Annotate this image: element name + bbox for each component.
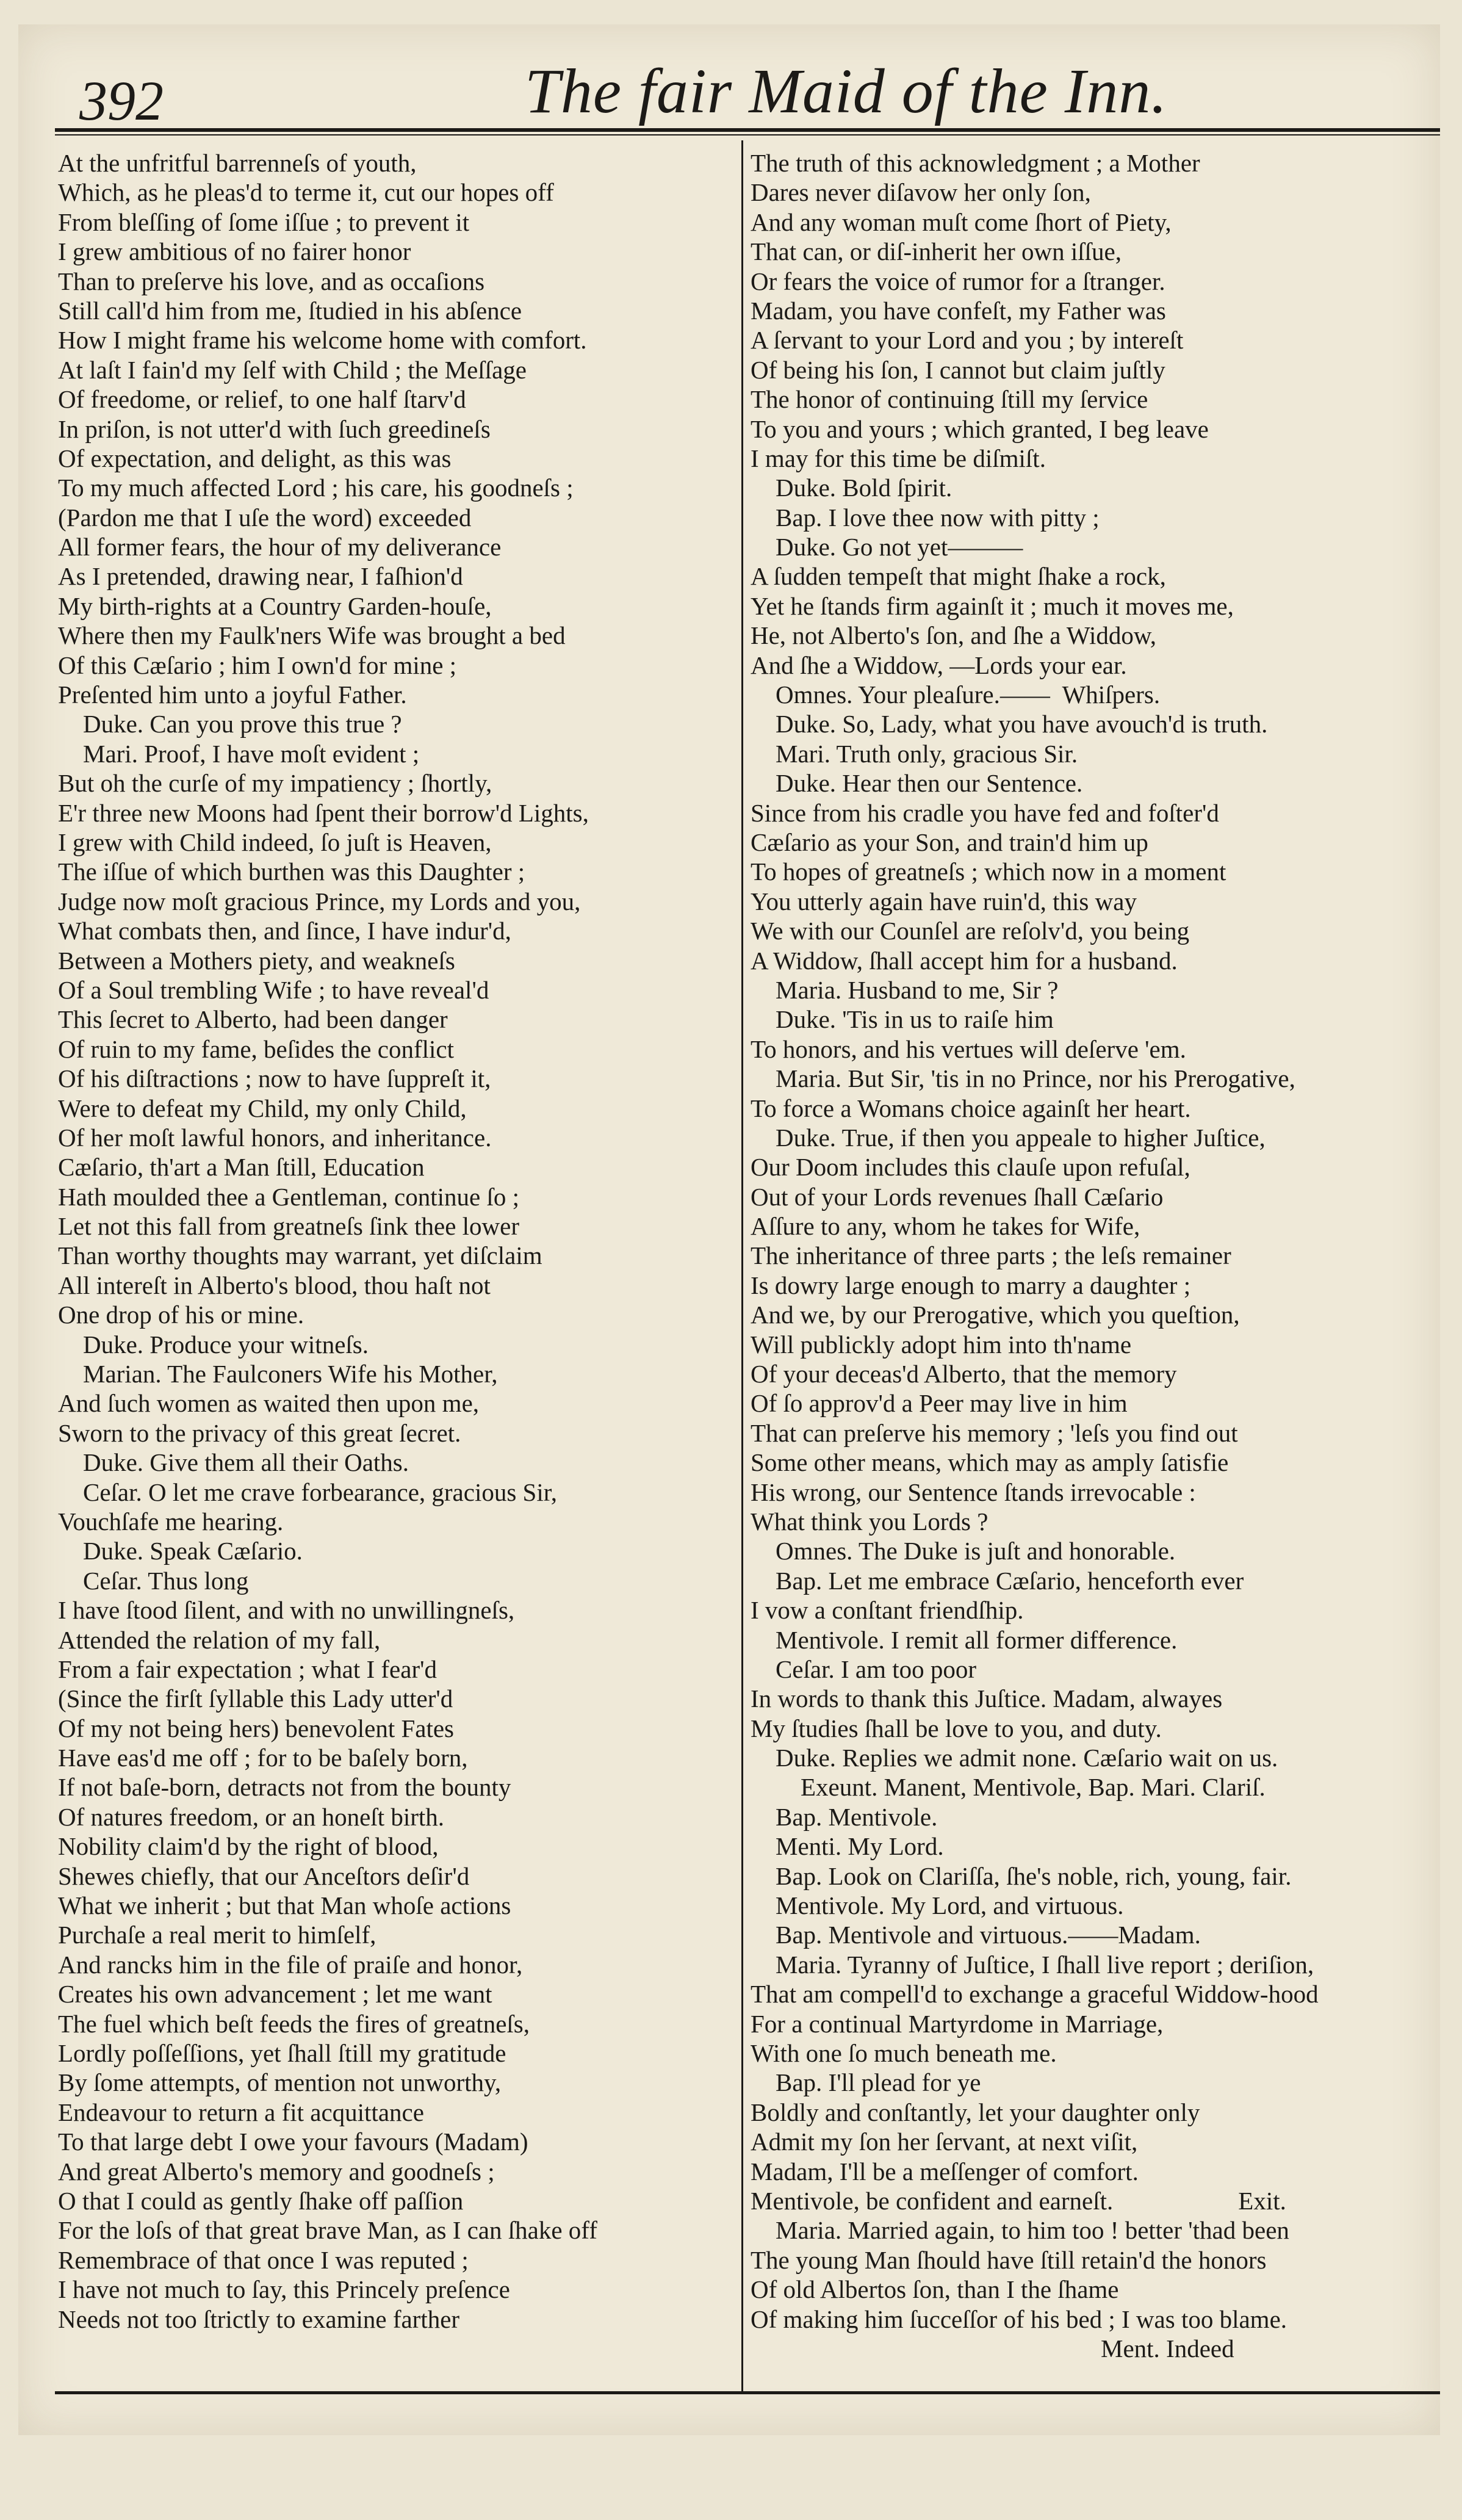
text-line: Creates his own advancement ; let me want [58, 1980, 492, 2009]
text-line: Aſſure to any, whom he takes for Wife, [751, 1212, 1140, 1241]
right-column [751, 148, 1437, 2363]
text-line: Mentivole. My Lord, and virtuous. [751, 1891, 1124, 1920]
text-line: A ſudden tempeſt that might ſhake a rock, [751, 562, 1166, 591]
text-line: Admit my ſon her ſervant, at next viſit, [751, 2128, 1138, 2156]
text-line: To honors, and his vertues will deſerve 'em. [751, 1034, 1186, 1063]
text-line: Will publickly adopt him into th'name [751, 1330, 1132, 1359]
text-line: From a fair expectation ; what I fear'd [58, 1655, 437, 1683]
text-line: Cæſario as your Son, and train'd him up [751, 828, 1148, 856]
text-line: Maria. But Sir, 'tis in no Prince, nor his Prerogative, [751, 1064, 1295, 1093]
text-line: Of ſo approv'd a Peer may live in him [751, 1389, 1128, 1418]
text-line: His wrong, our Sentence ſtands irrevocable : [751, 1478, 1196, 1506]
text-line: Ceſar. Thus long [58, 1566, 249, 1595]
text-line: Mentivole, be confident and earneſt. Exit. [751, 2186, 1286, 2215]
text-line: And rancks him in the file of praiſe and honor, [58, 1950, 523, 1979]
text-line: Maria. Tyranny of Juſtice, I ſhall live report ; deriſion, [751, 1950, 1314, 1979]
text-line: The fuel which beſt feeds the fires of greatneſs, [58, 2009, 530, 2038]
text-line: One drop of his or mine. [58, 1301, 304, 1329]
header-rule [55, 128, 1440, 132]
text-line: This ſecret to Alberto, had been danger [58, 1005, 448, 1034]
text-line: And ſuch women as waited then upon me, [58, 1389, 480, 1418]
text-line: You utterly again have ruin'd, this way [751, 887, 1137, 915]
text-line: The young Man ſhould have ſtill retain'd the honors [751, 2245, 1267, 2274]
text-line: How I might frame his welcome home with comfort. [58, 326, 587, 355]
text-line: Of this Cæſario ; him I own'd for mine ; [58, 651, 457, 679]
text-line: Is dowry large enough to marry a daughter ; [751, 1271, 1191, 1299]
text-line: Boldly and conſtantly, let your daughter only [751, 2098, 1200, 2126]
text-line: In priſon, is not utter'd with ſuch greedineſs [58, 414, 491, 443]
text-line: I may for this time be diſmiſt. [751, 444, 1046, 472]
text-line: Bap. Let me embrace Cæſario, henceforth ever [751, 1566, 1244, 1595]
text-line: And ſhe a Widdow, —Lords your ear. [751, 651, 1127, 679]
text-line: Bap. Mentivole. [751, 1802, 938, 1831]
text-line: And we, by our Prerogative, which you queſtion, [751, 1301, 1240, 1329]
text-line: All intereſt in Alberto's blood, thou haſt not [58, 1271, 491, 1299]
text-line: To you and yours ; which granted, I beg leave [751, 414, 1209, 443]
text-line: Lordly poſſeſſions, yet ſhall ſtill my gratitude [58, 2039, 506, 2067]
text-line: Duke. Hear then our Sentence. [751, 769, 1083, 798]
text-line: Which, as he pleas'd to terme it, cut our hopes off [58, 178, 554, 207]
text-line: All former fears, the hour of my deliverance [58, 533, 502, 561]
text-line: For the loſs of that great brave Man, as I can ſhake off [58, 2216, 597, 2245]
text-line: Of natures freedom, or an honeſt birth. [58, 1802, 445, 1831]
text-line: Than worthy thoughts may warrant, yet diſclaim [58, 1241, 542, 1270]
text-line: (Pardon me that I uſe the word) exceeded [58, 503, 472, 532]
text-line: Of freedome, or relief, to one half ſtarv'd [58, 385, 466, 414]
text-line: Ceſar. O let me crave forbearance, gracious Sir, [58, 1478, 557, 1506]
text-line: Duke. Can you prove this true ? [58, 710, 402, 738]
text-line: Bap. I'll plead for ye [751, 2068, 981, 2097]
text-line: And great Alberto's memory and goodneſs ; [58, 2157, 495, 2186]
text-line: Still call'd him from me, ſtudied in his abſence [58, 296, 522, 325]
text-line: A ſervant to your Lord and you ; by intereſt [751, 326, 1184, 355]
text-line: Some other means, which may as amply ſatisfie [751, 1448, 1229, 1477]
footer-rule [55, 2391, 1440, 2394]
column-divider [741, 140, 743, 2392]
text-line: Madam, you have confeſt, my Father was [751, 296, 1166, 325]
text-line: To that large debt I owe your favours (Madam) [58, 2128, 528, 2156]
text-line: Of making him ſucceſſor of his bed ; I was too blame. [751, 2305, 1287, 2333]
text-line: I grew with Child indeed, ſo juſt is Heaven, [58, 828, 492, 856]
text-line: Sworn to the privacy of this great ſecret. [58, 1418, 461, 1447]
text-line: For a continual Martyrdome in Marriage, [751, 2009, 1164, 2038]
text-line: Attended the relation of my fall, [58, 1625, 381, 1654]
text-line: Since from his cradle you have fed and foſter'd [751, 798, 1219, 827]
text-line: Bap. Look on Clariſſa, ſhe's noble, rich, young, fair. [751, 1861, 1292, 1890]
text-line: At the unfritful barrenneſs of youth, [58, 149, 417, 177]
text-line: Were to defeat my Child, my only Child, [58, 1094, 467, 1122]
text-line: I have ſtood ſilent, and with no unwillingneſs, [58, 1596, 515, 1625]
text-line: (Since the firſt ſyllable this Lady utter'd [58, 1684, 453, 1713]
text-line: Where then my Faulk'ners Wife was brought a bed [58, 621, 566, 650]
text-line: Endeavour to return a fit acquittance [58, 2098, 424, 2126]
text-line: Let not this fall from greatneſs ſink thee lower [58, 1212, 519, 1241]
text-line: Of my not being hers) benevolent Fates [58, 1714, 455, 1742]
text-line: And any woman muſt come ſhort of Piety, [751, 208, 1172, 236]
text-line: Bap. I love thee now with pitty ; [751, 503, 1100, 532]
text-line: By ſome attempts, of mention not unworthy, [58, 2068, 502, 2097]
text-line: We with our Counſel are reſolv'd, you being [751, 917, 1190, 945]
text-line: Cæſario, th'art a Man ſtill, Education [58, 1153, 425, 1182]
text-line: Mari. Truth only, gracious Sir. [751, 739, 1078, 768]
text-line: Duke. Bold ſpirit. [751, 474, 952, 502]
text-line: Between a Mothers piety, and weakneſs [58, 946, 455, 975]
text-line: As I pretended, drawing near, I faſhion'd [58, 562, 463, 591]
text-line: Of her moſt lawful honors, and inheritance. [58, 1123, 492, 1152]
page-header [43, 37, 1440, 134]
text-line: Hath moulded thee a Gentleman, continue ſo ; [58, 1182, 519, 1211]
text-line: Or fears the voice of rumor for a ſtranger. [751, 267, 1165, 295]
text-line: Duke. Produce your witneſs. [58, 1330, 369, 1359]
header-rule-thin [55, 134, 1440, 135]
text-line: My birth-rights at a Country Garden-houſe, [58, 591, 492, 620]
text-line: Of his diſtractions ; now to have ſuppreſt it, [58, 1064, 491, 1093]
text-line: Exeunt. Manent, Mentivole, Bap. Mari. Clariſ. [751, 1773, 1266, 1802]
text-line: The honor of continuing ſtill my ſervice [751, 385, 1148, 414]
text-line: Mentivole. I remit all former difference. [751, 1625, 1178, 1654]
text-line: Omnes. Your pleaſure.—— Whiſpers. [751, 681, 1161, 709]
text-line: Than to preſerve his love, and as occaſions [58, 267, 485, 295]
page-number: 392 [79, 70, 164, 132]
text-line: My ſtudies ſhall be love to you, and duty. [751, 1714, 1162, 1742]
text-line: Judge now moſt gracious Prince, my Lords and you, [58, 887, 581, 915]
text-line: Duke. 'Tis in us to raiſe him [751, 1005, 1054, 1034]
text-line: In words to thank this Juſtice. Madam, alwayes [751, 1684, 1223, 1713]
text-line: Duke. Replies we admit none. Cæſario wait on us. [751, 1744, 1278, 1772]
text-line: Maria. Husband to me, Sir ? [751, 975, 1059, 1004]
text-line: A Widdow, ſhall accept him for a husband. [751, 946, 1178, 975]
text-line: He, not Alberto's ſon, and ſhe a Widdow, [751, 621, 1157, 650]
text-line: Of ruin to my fame, beſides the conflict [58, 1034, 454, 1063]
text-line: Menti. My Lord. [751, 1832, 944, 1861]
text-line: Duke. True, if then you appeale to higher Juſtice, [751, 1123, 1266, 1152]
text-line: Nobility claim'd by the right of blood, [58, 1832, 439, 1861]
text-line: Duke. Go not yet——— [751, 533, 1023, 561]
text-line: Ceſar. I am too poor [751, 1655, 977, 1683]
text-line: Yet he ſtands firm againſt it ; much it moves me, [751, 591, 1234, 620]
text-line: Maria. Married again, to him too ! better 'thad been [751, 2216, 1289, 2245]
text-line: Shewes chiefly, that our Anceſtors deſir'd [58, 1861, 470, 1890]
text-line: Madam, I'll be a meſſenger of comfort. [751, 2157, 1139, 2186]
text-line: Vouchſafe me hearing. [58, 1507, 284, 1536]
text-line: Needs not too ſtrictly to examine farther [58, 2305, 460, 2333]
text-line: But oh the curſe of my impatiency ; ſhortly, [58, 769, 492, 798]
text-line: Of expectation, and delight, as this was [58, 444, 452, 472]
text-line: To my much affected Lord ; his care, his goodneſs ; [58, 474, 574, 502]
text-line: Preſented him unto a joyful Father. [58, 681, 407, 709]
text-line: Of being his ſon, I cannot but claim juſtly [751, 355, 1165, 384]
left-column [58, 148, 729, 2334]
text-line: I have not much to ſay, this Princely preſence [58, 2275, 510, 2304]
text-line: Ment. Indeed [751, 2334, 1234, 2363]
text-line: That am compell'd to exchange a graceful Widdow-hood [751, 1980, 1319, 2009]
text-line: Of your deceas'd Alberto, that the memory [751, 1360, 1177, 1388]
text-line: The truth of this acknowledgment ; a Mother [751, 149, 1200, 177]
text-line: At laſt I fain'd my ſelf with Child ; the Meſſage [58, 355, 527, 384]
text-line: Remembrace of that once I was reputed ; [58, 2245, 469, 2274]
text-line: Have eas'd me off ; for to be baſely born, [58, 1744, 468, 1772]
text-line: Of a Soul trembling Wife ; to have reveal'd [58, 975, 489, 1004]
text-line: Out of your Lords revenues ſhall Cæſario [751, 1182, 1164, 1211]
text-line: Of old Albertos ſon, than I the ſhame [751, 2275, 1119, 2304]
running-title: The fair Maid of the Inn. [525, 56, 1168, 126]
text-line: What we inherit ; but that Man whoſe actions [58, 1891, 511, 1920]
text-line: To force a Womans choice againſt her heart. [751, 1094, 1191, 1122]
text-line: If not baſe-born, detracts not from the bounty [58, 1773, 511, 1802]
text-line: O that I could as gently ſhake off paſſion [58, 2186, 464, 2215]
book-page [18, 24, 1440, 2435]
text-line: I vow a conſtant friendſhip. [751, 1596, 1024, 1625]
text-line: That can preſerve his memory ; 'leſs you find out [751, 1418, 1238, 1447]
text-line: The inheritance of three parts ; the leſs remainer [751, 1241, 1231, 1270]
text-line: Bap. Mentivole and virtuous.——Madam. [751, 1921, 1201, 1949]
text-line: Marian. The Faulconers Wife his Mother, [58, 1360, 498, 1388]
text-line: That can, or diſ-inherit her own iſſue, [751, 237, 1122, 266]
text-line: To hopes of greatneſs ; which now in a moment [751, 857, 1226, 886]
text-line: Omnes. The Duke is juſt and honorable. [751, 1537, 1176, 1565]
text-line: What combats then, and ſince, I have indur'd, [58, 917, 511, 945]
text-line: I grew ambitious of no fairer honor [58, 237, 411, 266]
text-line: The iſſue of which burthen was this Daughter ; [58, 857, 525, 886]
text-line: From bleſſing of ſome iſſue ; to prevent it [58, 208, 470, 236]
text-line: Duke. Speak Cæſario. [58, 1537, 303, 1565]
text-line: What think you Lords ? [751, 1507, 988, 1536]
text-line: Duke. So, Lady, what you have avouch'd is truth. [751, 710, 1268, 738]
text-line: Duke. Give them all their Oaths. [58, 1448, 409, 1477]
text-line: Purchaſe a real merit to himſelf, [58, 1921, 376, 1949]
text-line: Dares never diſavow her only ſon, [751, 178, 1091, 207]
text-line: Mari. Proof, I have moſt evident ; [58, 739, 420, 768]
text-line: Our Doom includes this clauſe upon refuſal, [751, 1153, 1190, 1182]
text-line: E'r three new Moons had ſpent their borrow'd Lights, [58, 798, 589, 827]
text-line: With one ſo much beneath me. [751, 2039, 1057, 2067]
